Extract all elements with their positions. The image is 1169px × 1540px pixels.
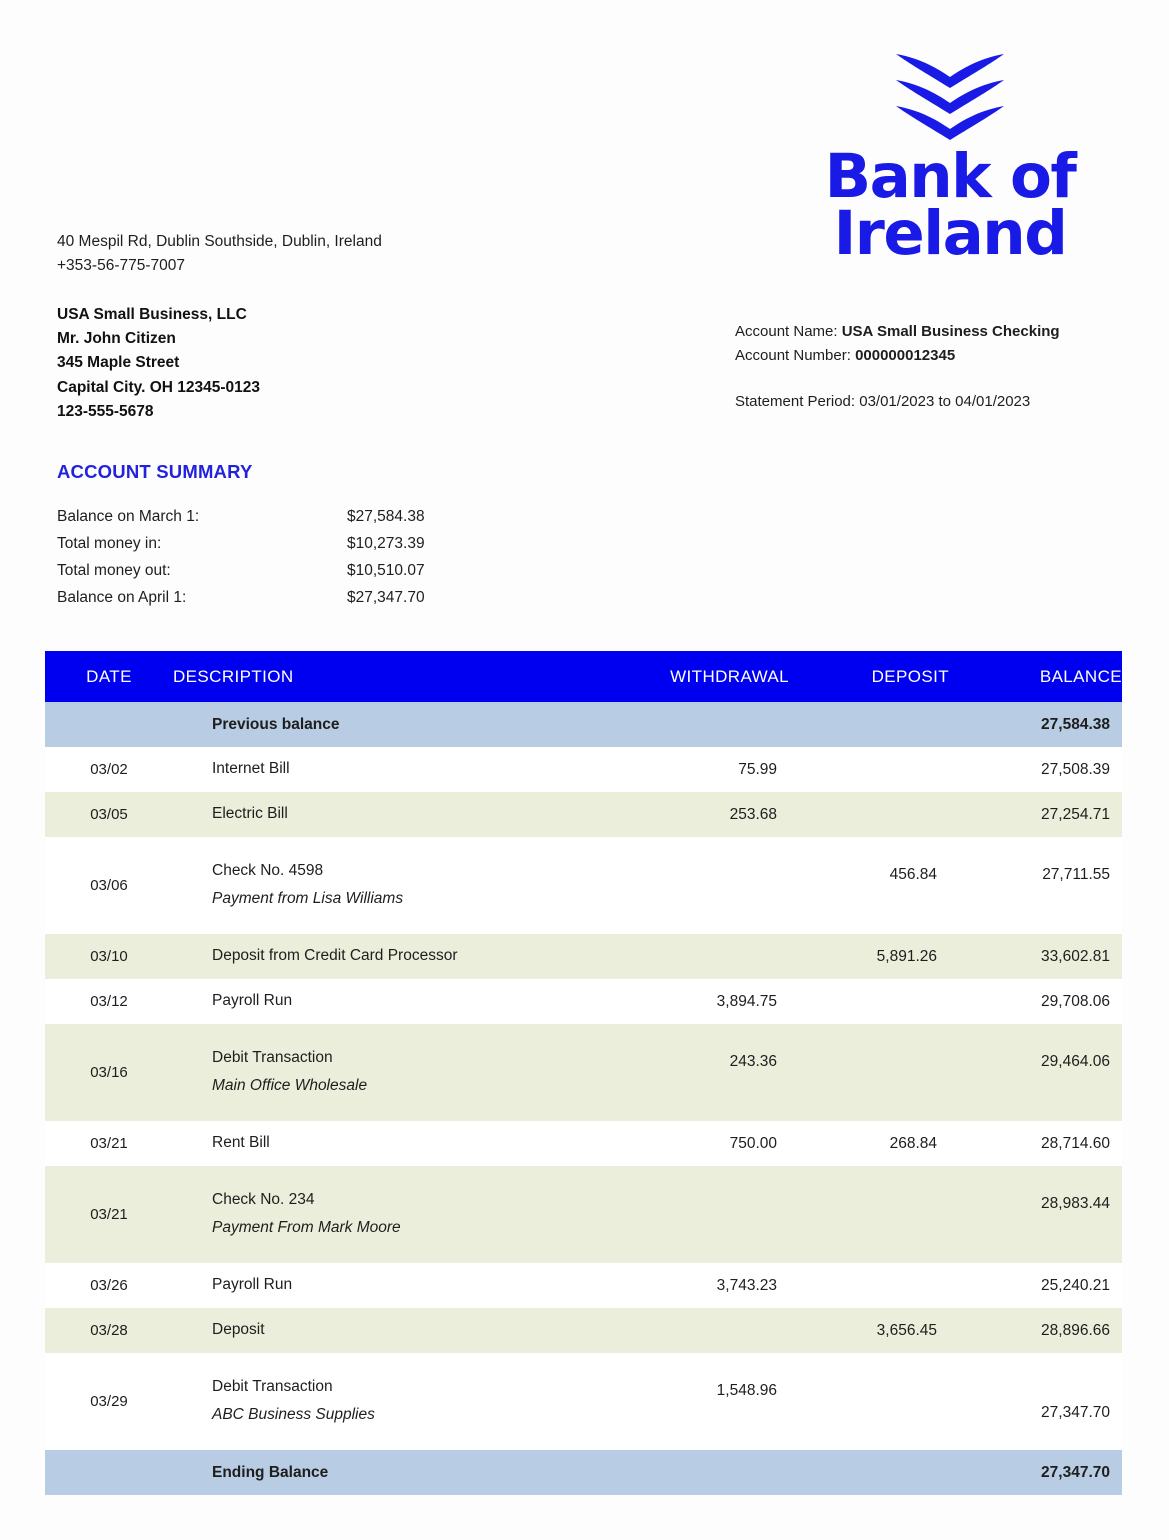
account-number-row: [735, 344, 1060, 368]
transaction-row: [45, 1121, 1122, 1166]
ending-balance-deposit: [789, 1450, 949, 1495]
column-header-date: DATE: [45, 651, 173, 702]
transaction-description: [173, 1024, 617, 1121]
transaction-description-sub: Payment from Lisa Williams: [212, 890, 404, 907]
previous-balance-date: [45, 702, 173, 747]
transaction-date: 03/10: [45, 934, 173, 979]
transaction-balance: 29,708.06: [949, 979, 1122, 1024]
bank-logo: [800, 52, 1100, 270]
account-name-value: USA Small Business Checking: [841, 323, 1060, 340]
summary-row: [57, 562, 425, 589]
summary-row: [57, 508, 425, 535]
transaction-withdrawal: 3,743.23: [617, 1263, 789, 1308]
bank-street: 40 Mespil Rd, Dublin Southside, Dublin, Ireland: [57, 233, 382, 250]
transaction-date: 03/21: [45, 1166, 173, 1263]
summary-row: [57, 589, 425, 616]
transaction-description: [173, 1263, 617, 1308]
account-summary-title: ACCOUNT SUMMARY: [57, 461, 253, 482]
bank-name-line-2: Ireland: [833, 198, 1067, 270]
account-number-value: 000000012345: [855, 347, 956, 364]
summary-amount: $10,510.07: [347, 562, 425, 579]
transaction-deposit: 456.84: [789, 837, 949, 934]
ending-balance-withdrawal: [617, 1450, 789, 1495]
transaction-description: [173, 1166, 617, 1263]
customer-name: Mr. John Citizen: [57, 330, 176, 348]
previous-balance-label: Previous balance: [173, 702, 617, 747]
transaction-description-main: Electric Bill: [212, 805, 288, 823]
summary-label: Balance on April 1:: [57, 589, 187, 606]
summary-label: Balance on March 1:: [57, 508, 200, 525]
transaction-date: 03/12: [45, 979, 173, 1024]
summary-amount: $27,347.70: [347, 589, 425, 606]
account-name-label: Account Name:: [735, 323, 838, 340]
column-header-deposit: DEPOSIT: [789, 651, 949, 702]
transaction-description: [173, 1308, 617, 1353]
bank-phone: +353-56-775-7007: [57, 257, 185, 275]
transaction-balance: 29,464.06: [949, 1024, 1122, 1121]
previous-balance-row: [45, 702, 1122, 747]
summary-amount: $10,273.39: [347, 535, 425, 552]
bank-name-line-1: Bank of: [824, 141, 1076, 212]
transaction-withdrawal: 75.99: [617, 747, 789, 792]
transaction-description-main: Payroll Run: [212, 1276, 293, 1294]
customer-city-state-zip: Capital City. OH 12345-0123: [57, 378, 261, 396]
bank-address: [57, 230, 382, 278]
transaction-balance: 28,714.60: [949, 1121, 1122, 1166]
transaction-row: [45, 979, 1122, 1024]
account-summary-body: [57, 508, 425, 616]
transaction-deposit: [789, 1166, 949, 1263]
transactions-header-row: [45, 651, 1122, 702]
transaction-withdrawal: 253.68: [617, 792, 789, 837]
transaction-description-main: Payroll Run: [212, 992, 293, 1010]
ending-balance-date: [45, 1450, 173, 1495]
transaction-balance: 28,983.44: [949, 1166, 1122, 1263]
transaction-balance: 28,896.66: [949, 1308, 1122, 1353]
transaction-withdrawal: 3,894.75: [617, 979, 789, 1024]
transaction-row: [45, 837, 1122, 934]
transaction-date: 03/26: [45, 1263, 173, 1308]
transaction-row: [45, 1263, 1122, 1308]
transaction-date: 03/21: [45, 1121, 173, 1166]
transaction-row: [45, 1353, 1122, 1450]
transaction-deposit: 5,891.26: [789, 934, 949, 979]
transaction-deposit: [789, 1353, 949, 1450]
transaction-description-main: Check No. 4598: [212, 862, 324, 880]
column-header-withdrawal: WITHDRAWAL: [617, 651, 789, 702]
transaction-withdrawal: [617, 1308, 789, 1353]
ending-balance-amount: 27,347.70: [949, 1450, 1122, 1495]
transaction-description-main: Deposit from Credit Card Processor: [212, 947, 458, 965]
transaction-deposit: [789, 792, 949, 837]
column-header-description: DESCRIPTION: [173, 651, 617, 702]
bank-of-ireland-chevrons-icon: [890, 52, 1010, 140]
transaction-description: [173, 1353, 617, 1450]
previous-balance-deposit: [789, 702, 949, 747]
transaction-description: [173, 747, 617, 792]
transaction-description: [173, 792, 617, 837]
account-name-row: [735, 320, 1060, 344]
transaction-deposit: [789, 979, 949, 1024]
account-number-label: Account Number:: [735, 347, 851, 364]
transaction-deposit: [789, 1024, 949, 1121]
transaction-balance: 27,347.70: [949, 1353, 1122, 1450]
customer-street: 345 Maple Street: [57, 354, 180, 372]
transaction-balance: 27,711.55: [949, 837, 1122, 934]
transaction-balance: 27,508.39: [949, 747, 1122, 792]
transaction-description-main: Debit Transaction: [212, 1378, 333, 1396]
customer-phone: 123-555-5678: [57, 402, 154, 420]
transaction-withdrawal: 750.00: [617, 1121, 789, 1166]
transaction-row: [45, 1024, 1122, 1121]
transaction-balance: 33,602.81: [949, 934, 1122, 979]
transactions-table: [45, 651, 1122, 1495]
transaction-deposit: [789, 1263, 949, 1308]
transaction-withdrawal: [617, 1166, 789, 1263]
previous-balance-amount: 27,584.38: [949, 702, 1122, 747]
transaction-balance: 27,254.71: [949, 792, 1122, 837]
transaction-withdrawal: 1,548.96: [617, 1353, 789, 1450]
account-summary-table: [57, 508, 425, 616]
account-info: [735, 320, 1060, 414]
transaction-withdrawal: 243.36: [617, 1024, 789, 1121]
transaction-row: [45, 747, 1122, 792]
summary-label: Total money out:: [57, 562, 171, 579]
transaction-date: 03/06: [45, 837, 173, 934]
customer-company: USA Small Business, LLC: [57, 306, 247, 323]
transaction-row: [45, 1166, 1122, 1263]
transaction-description: [173, 837, 617, 934]
transactions-section: [45, 651, 1122, 1495]
ending-balance-row: [45, 1450, 1122, 1495]
transaction-deposit: 3,656.45: [789, 1308, 949, 1353]
transaction-description-sub: Payment From Mark Moore: [212, 1219, 401, 1236]
transaction-description: [173, 979, 617, 1024]
transaction-description-sub: ABC Business Supplies: [212, 1406, 375, 1423]
transaction-date: 03/05: [45, 792, 173, 837]
transaction-row: [45, 1308, 1122, 1353]
transaction-withdrawal: [617, 934, 789, 979]
ending-balance-label: Ending Balance: [173, 1450, 617, 1495]
transaction-description-main: Internet Bill: [212, 760, 290, 778]
transaction-row: [45, 934, 1122, 979]
transaction-description-main: Check No. 234: [212, 1191, 315, 1209]
transaction-description-main: Rent Bill: [212, 1134, 270, 1152]
previous-balance-withdrawal: [617, 702, 789, 747]
summary-label: Total money in:: [57, 535, 162, 552]
transaction-description: [173, 1121, 617, 1166]
transaction-description-main: Debit Transaction: [212, 1049, 333, 1067]
column-header-balance: BALANCE: [949, 651, 1122, 702]
transaction-description: [173, 934, 617, 979]
transactions-header: [45, 651, 1122, 702]
transaction-date: 03/02: [45, 747, 173, 792]
summary-amount: $27,584.38: [347, 508, 425, 525]
transaction-date: 03/16: [45, 1024, 173, 1121]
transaction-description-sub: Main Office Wholesale: [212, 1077, 368, 1094]
transaction-withdrawal: [617, 837, 789, 934]
transaction-balance: 25,240.21: [949, 1263, 1122, 1308]
statement-period: Statement Period: 03/01/2023 to 04/01/2023: [735, 393, 1031, 410]
transaction-deposit: [789, 747, 949, 792]
transactions-body: [45, 702, 1122, 1495]
summary-row: [57, 535, 425, 562]
transaction-deposit: 268.84: [789, 1121, 949, 1166]
transaction-description-main: Deposit: [212, 1321, 265, 1339]
transaction-date: 03/28: [45, 1308, 173, 1353]
customer-address: [57, 303, 260, 424]
transaction-date: 03/29: [45, 1353, 173, 1450]
transaction-row: [45, 792, 1122, 837]
